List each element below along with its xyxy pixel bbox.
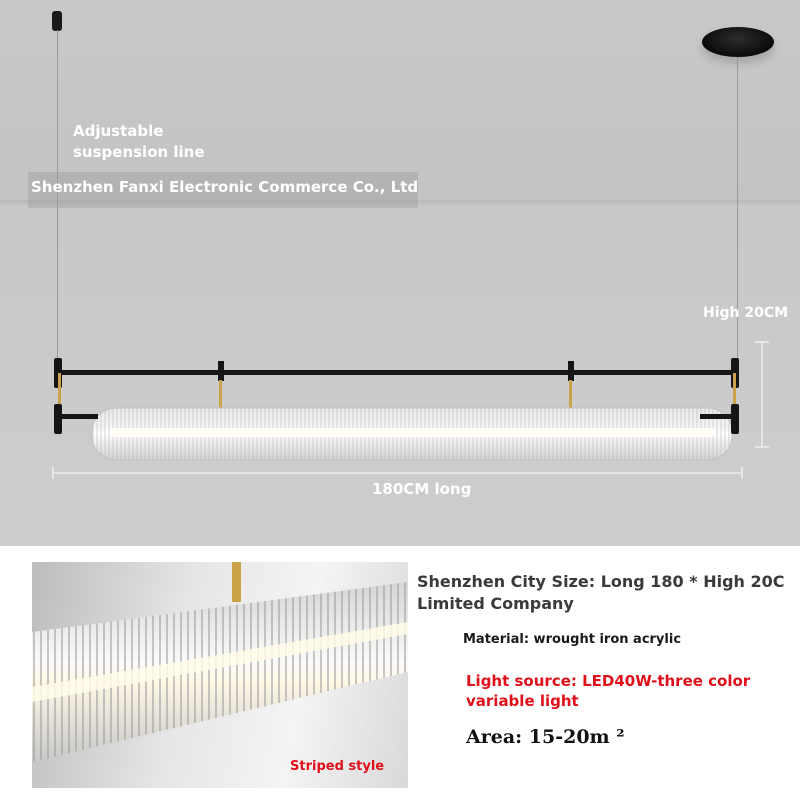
height-label: High 20CM: [703, 305, 789, 321]
material-text: Material: wrought iron acrylic: [463, 632, 682, 647]
header-line1: Shenzhen City Size: Long 180 * High 20C: [417, 572, 785, 591]
suspension-label-line2: suspension line: [73, 143, 205, 161]
frame-joint-right: [568, 361, 574, 381]
detail-brass-rod: [232, 562, 241, 602]
frame-joint-left: [218, 361, 224, 381]
area-text: Area: 15-20m ²: [466, 726, 625, 748]
led-strip: [110, 428, 715, 437]
lower-cap-left: [54, 404, 62, 434]
header-line2: Limited Company: [417, 594, 574, 613]
light-source-line2: variable light: [466, 692, 579, 710]
striped-detail-drawing: [32, 562, 408, 788]
detail-acrylic-ribs: [32, 582, 408, 762]
lower-arm-left: [62, 414, 98, 419]
brass-rod-left: [219, 380, 222, 408]
company-banner: Shenzhen Fanxi Electronic Commerce Co., Ltd: [31, 178, 419, 196]
length-label: 180CM long: [372, 480, 472, 498]
light-source-line1: Light source: LED40W-three color: [466, 672, 751, 690]
brass-rod-end-left: [58, 373, 61, 405]
frame-bar: [58, 370, 738, 375]
ceiling-hook: [52, 11, 62, 31]
photo-caption: Striped style: [290, 759, 385, 774]
lower-arm-right: [700, 414, 734, 419]
pendant-lamp-illustration: [0, 330, 800, 490]
brass-rod-right: [569, 380, 572, 408]
striped-detail-photo: [32, 562, 408, 788]
suspension-label: [73, 121, 205, 163]
suspension-label-line1: Adjustable: [73, 122, 164, 140]
brass-rod-end-right: [733, 373, 736, 405]
ceiling-canopy: [702, 27, 774, 57]
